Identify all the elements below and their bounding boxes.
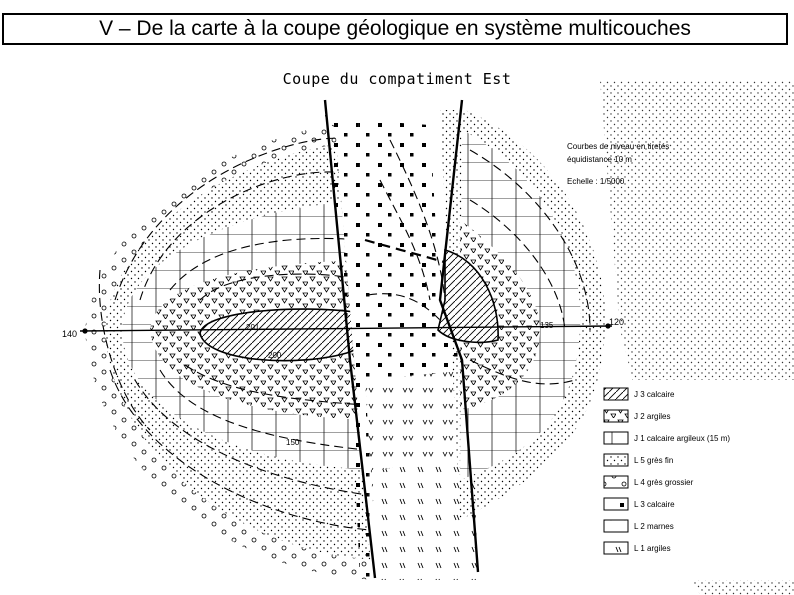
legend-label-l3: L 3 calcaire xyxy=(634,500,675,509)
note-scale: Echelle : 1/5000 xyxy=(567,177,625,186)
note-equidistance: équidistance 10 m xyxy=(567,155,632,164)
legend-swatch-l2 xyxy=(604,520,628,532)
section-label-west: 140 xyxy=(62,329,78,339)
legend-label-l4: L 4 grès grossier xyxy=(634,478,694,487)
map-subtitle: Coupe du compatiment Est xyxy=(282,70,512,88)
page-title: V – De la carte à la coupe géologique en système multicouches xyxy=(99,17,691,40)
legend-label-l5: L 5 grès fin xyxy=(634,456,674,465)
legend-label-l1: L 1 argiles xyxy=(634,544,671,553)
contour-label-135: 135 xyxy=(540,321,554,330)
note-contours: Courbes de niveau en tiretés xyxy=(567,142,670,151)
legend-label-j3: J 3 calcaire xyxy=(634,390,675,399)
legend-label-l2: L 2 marnes xyxy=(634,522,674,531)
legend-swatch-l3 xyxy=(604,498,628,510)
contour-label-200: 200 xyxy=(268,351,282,360)
legend-swatch-j1 xyxy=(604,432,628,444)
contour-label-201: 201 xyxy=(246,323,260,332)
legend-swatch-j3 xyxy=(604,388,628,400)
section-start-marker xyxy=(82,328,87,333)
legend-swatch-j2 xyxy=(604,410,628,422)
legend-label-j1: J 1 calcaire argileux (15 m) xyxy=(634,434,731,443)
legend-swatch-l4 xyxy=(604,476,628,488)
east-compartment xyxy=(438,110,605,520)
legend-swatch-l5 xyxy=(604,454,628,466)
contour-label-150: 150 xyxy=(286,438,300,447)
legend-label-j2: J 2 argiles xyxy=(634,412,671,421)
section-label-east: 120 xyxy=(609,317,625,327)
legend-swatch-l1 xyxy=(604,542,628,554)
